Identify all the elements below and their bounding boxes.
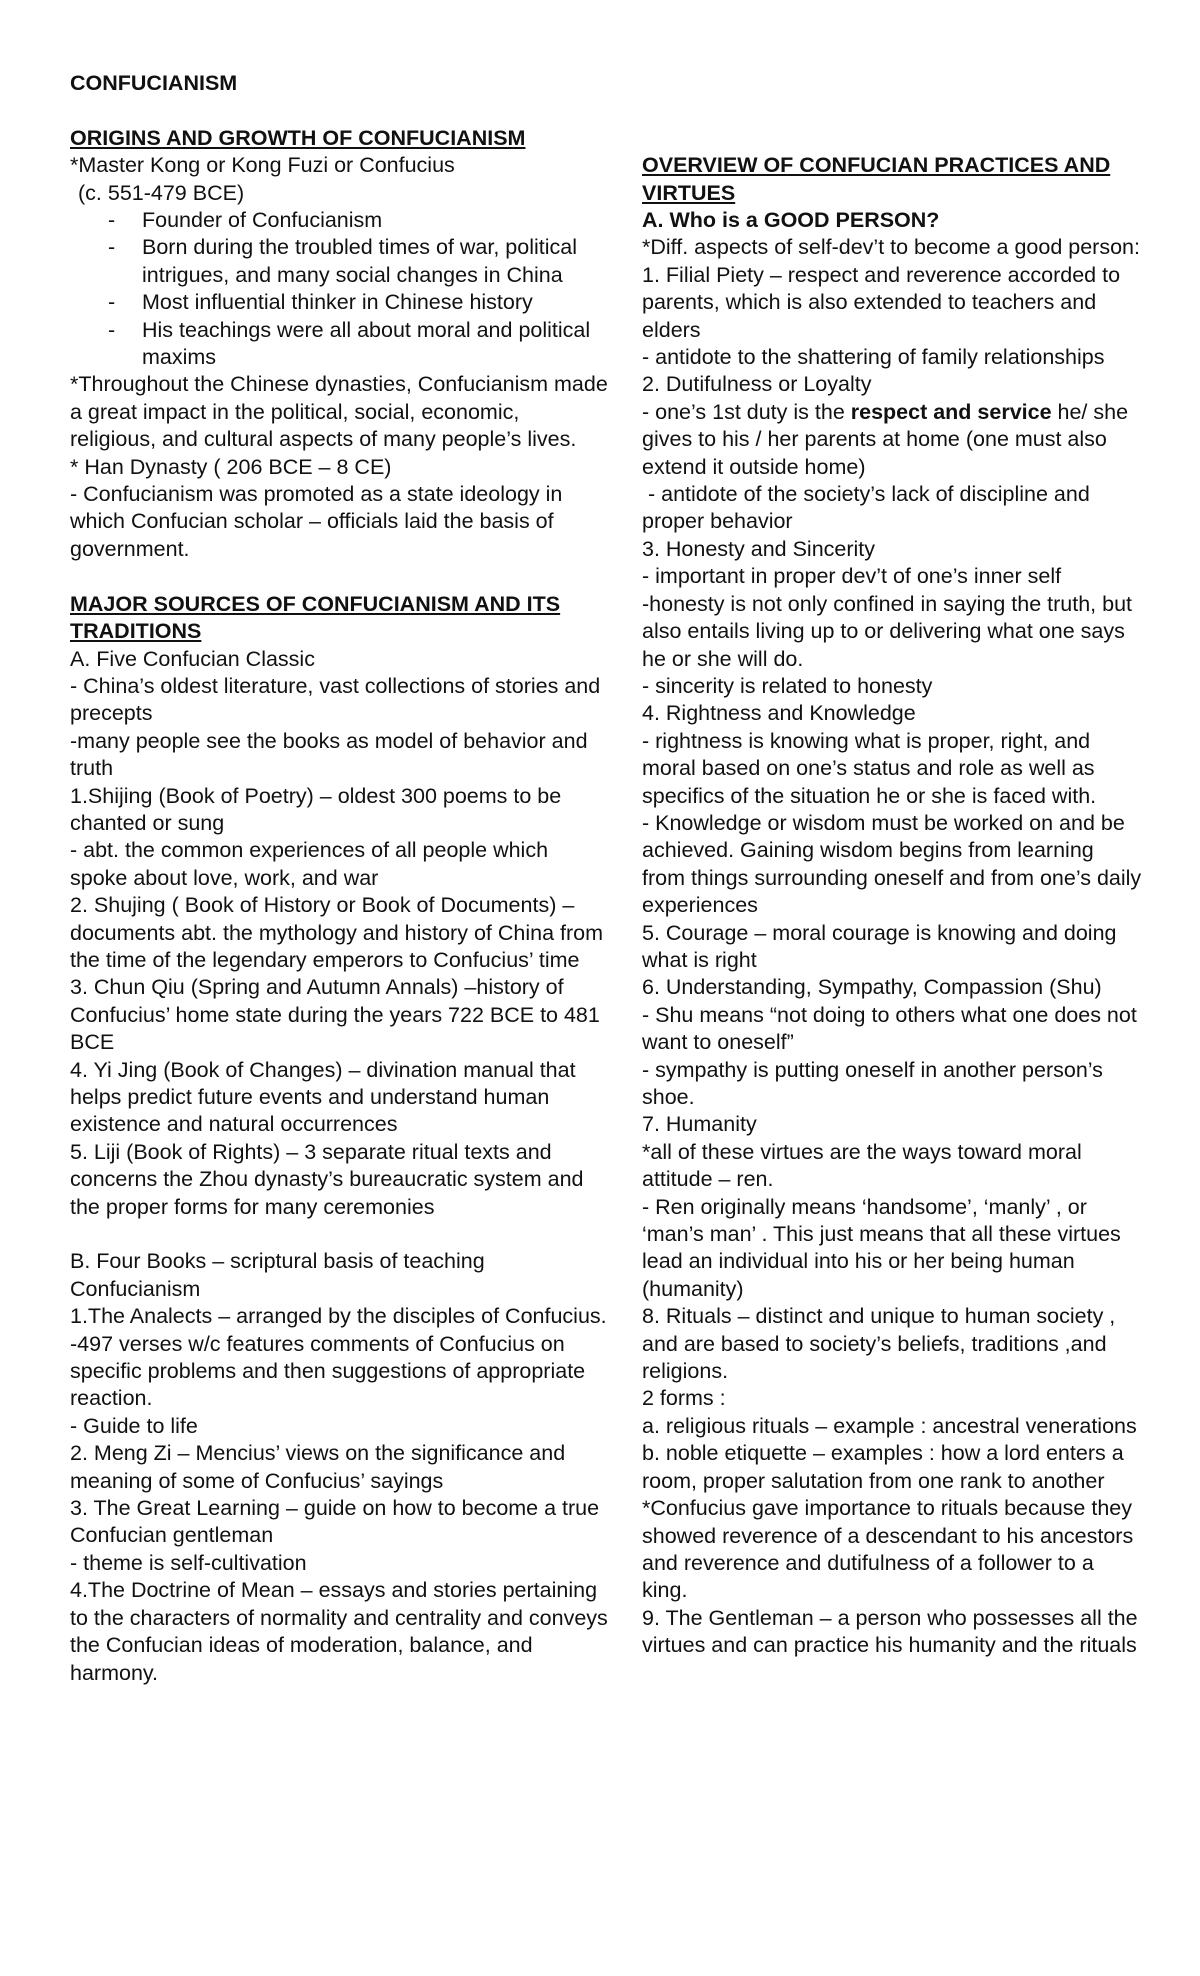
text-line: - abt. the common experiences of all people which spoke about love, work, and war bbox=[70, 838, 549, 890]
text-line: 2. Shujing ( Book of History or Book of Documents) – documents abt. the mythology and history of China from the time of the legendary emperors to Confucius’ time bbox=[70, 893, 603, 972]
text-line: a. religious rituals – example : ancestral venerations bbox=[642, 1413, 1137, 1438]
text-line: 6. Understanding, Sympathy, Compassion (Shu) bbox=[642, 975, 1102, 1000]
list-item: - Born during the troubled times of war, political intrigues, and many social changes in China bbox=[70, 234, 610, 289]
text-line: 7. Humanity bbox=[642, 1112, 757, 1137]
list-item: - Most influential thinker in Chinese history bbox=[70, 289, 610, 316]
text-line: 8. Rituals – distinct and unique to human society , and are based to society’s beliefs, traditions ,and religions. bbox=[642, 1304, 1116, 1384]
text-line: *all of these virtues are the ways toward moral attitude – ren. bbox=[642, 1139, 1082, 1192]
text-line: 2 forms : bbox=[642, 1386, 726, 1411]
text-line: 4. Yi Jing (Book of Changes) – divination manual that helps predict future events and understand human existence and natural occurrences bbox=[70, 1057, 576, 1137]
text-line: 2. Dutifulness or Loyalty bbox=[642, 372, 872, 397]
origins-han-desc: - Confucianism was promoted as a state ideology in which Confucian scholar – officials laid the basis of government. bbox=[70, 482, 563, 561]
sources-heading: MAJOR SOURCES OF CONFUCIANISM AND ITS TRADITIONS bbox=[70, 591, 561, 644]
text-line: - sincerity is related to honesty bbox=[642, 673, 933, 698]
sources-five-classics bbox=[70, 646, 610, 1222]
text-line: - sympathy is putting oneself in another person’s shoe. bbox=[642, 1057, 1103, 1109]
right-column bbox=[642, 125, 1142, 1660]
text-line: -many people see the books as model of behavior and truth bbox=[70, 728, 588, 781]
text-line: - theme is self-cultivation bbox=[70, 1550, 307, 1575]
text-line: - antidote to the shattering of family relationships bbox=[642, 345, 1105, 370]
origins-han: * Han Dynasty ( 206 BCE – 8 CE) bbox=[70, 454, 392, 479]
origins-intro: *Master Kong or Kong Fuzi or Confucius bbox=[70, 153, 455, 178]
text-line: 5. Courage – moral courage is knowing and doing what is right bbox=[642, 920, 1117, 972]
text-line: - Knowledge or wisdom must be worked on and be achieved. Gaining wisdom begins from learning from things surrounding oneself and from one’s daily experiences bbox=[642, 810, 1142, 918]
text-line: -honesty is not only confined in saying the truth, but also entails living up to or delivering what one says he or she will do. bbox=[642, 591, 1133, 671]
text-line: 5. Liji (Book of Rights) – 3 separate ritual texts and concerns the Zhou dynasty’s bureaucratic system and the proper forms for many ceremonies bbox=[70, 1139, 584, 1219]
origins-dates: (c. 551-479 BCE) bbox=[78, 180, 245, 205]
text-line: 1.Shijing (Book of Poetry) – oldest 300 poems to be chanted or sung bbox=[70, 783, 562, 835]
text-line: B. Four Books – scriptural basis of teaching Confucianism bbox=[70, 1249, 485, 1301]
text-line: - Shu means “not doing to others what one does not want to oneself” bbox=[642, 1002, 1137, 1055]
text-line: 9. The Gentleman – a person who possesses all the virtues and can practice his humanity and the rituals bbox=[642, 1605, 1138, 1658]
duty-post: he/ she gives to his / her parents at home (one must also extend it outside home) bbox=[642, 399, 1129, 479]
text-line: - important in proper dev’t of one’s inner self bbox=[642, 564, 1062, 589]
text-line: A. Five Confucian Classic bbox=[70, 646, 315, 671]
text-line: 4.The Doctrine of Mean – essays and stories pertaining to the characters of normality and centrality and conveys the Confucian ideas of moderation, balance, and harmony. bbox=[70, 1578, 608, 1685]
text-line: 3. The Great Learning – guide on how to become a true Confucian gentleman bbox=[70, 1496, 600, 1548]
origins-bullet-list bbox=[70, 207, 610, 371]
text-line: b. noble etiquette – examples : how a lord enters a room, proper salutation from one rank to another bbox=[642, 1441, 1124, 1493]
duty-pre: - one’s 1st duty is the bbox=[642, 399, 851, 424]
text-line: -497 verses w/c features comments of Confucius on specific problems and then suggestions of appropriate reaction. bbox=[70, 1331, 586, 1411]
left-column bbox=[70, 70, 610, 1687]
text-line: 1.The Analects – arranged by the disciples of Confucius. bbox=[70, 1304, 607, 1329]
overview-subheading: A. Who is a GOOD PERSON? bbox=[642, 208, 940, 232]
list-item: - Founder of Confucianism bbox=[70, 207, 610, 234]
list-item: - His teachings were all about moral and political maxims bbox=[70, 317, 610, 372]
text-line: *Diff. aspects of self-dev’t to become a good person: bbox=[642, 235, 1140, 260]
origins-heading: ORIGINS AND GROWTH OF CONFUCIANISM bbox=[70, 125, 526, 150]
overview-heading: OVERVIEW OF CONFUCIAN PRACTICES AND VIRTUES bbox=[642, 153, 1111, 205]
text-line: - antidote of the society’s lack of discipline and proper behavior bbox=[642, 482, 1096, 534]
text-line: 2. Meng Zi – Mencius’ views on the significance and meaning of some of Confucius’ sayings bbox=[70, 1441, 566, 1493]
text-line: - Guide to life bbox=[70, 1413, 198, 1438]
text-line: *Confucius gave importance to rituals because they showed reverence of a descendant to his ancestors and reverence and dutifulness of a follower to a king. bbox=[642, 1496, 1134, 1603]
duty-bold: respect and service bbox=[850, 399, 1052, 424]
text-line: 4. Rightness and Knowledge bbox=[642, 701, 916, 726]
sources-four-books bbox=[70, 1248, 610, 1687]
text-line: - Ren originally means ‘handsome’, ‘manly’ , or ‘man’s man’ . This just means that all these virtues lead an individual into his or her being human (humanity) bbox=[642, 1194, 1121, 1301]
duty-line bbox=[642, 399, 1142, 481]
document-title: CONFUCIANISM bbox=[70, 71, 238, 95]
text-line: 1. Filial Piety – respect and reverence accorded to parents, which is also extended to teachers and elders bbox=[642, 262, 1121, 342]
text-line: - rightness is knowing what is proper, right, and moral based on one’s status and role as well as specifics of the situation he or she is faced with. bbox=[642, 728, 1097, 808]
text-line: 3. Chun Qiu (Spring and Autumn Annals) –history of Confucius’ home state during the years 722 BCE to 481 BCE bbox=[70, 975, 600, 1055]
text-line: - China’s oldest literature, vast collections of stories and precepts bbox=[70, 673, 601, 726]
origins-impact: *Throughout the Chinese dynasties, Confucianism made a great impact in the political, social, economic, religious, and cultural aspects of many people’s lives. bbox=[70, 372, 608, 452]
text-line: 3. Honesty and Sincerity bbox=[642, 536, 876, 561]
